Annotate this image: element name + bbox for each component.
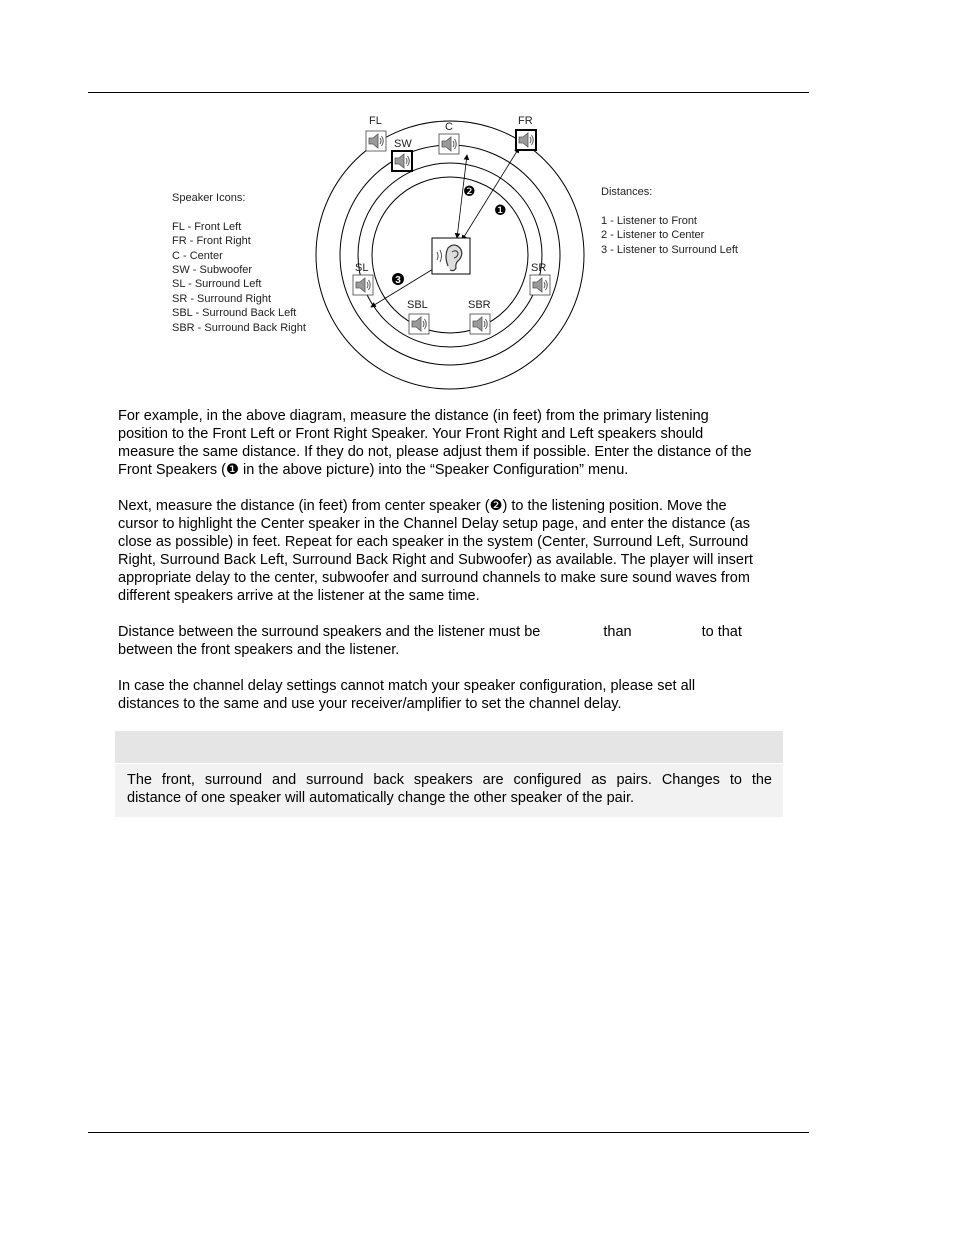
- note-header: [115, 731, 783, 764]
- text-segment: Distance between the surround speakers and the listener must be: [118, 624, 541, 640]
- distance-legend-item: 3 - Listener to Surround Left: [601, 243, 738, 256]
- text-line: Right, Surround Back Left, Surround Back Right and Subwoofer) as available. The player will insert: [118, 552, 753, 568]
- text-line: [118, 623, 808, 641]
- speaker-legend-item: SL - Surround Left: [172, 278, 262, 291]
- note-line: The front, surround and surround back speakers are configured as pairs. Changes to the: [127, 772, 772, 788]
- speaker-sbr-icon: [470, 314, 490, 334]
- marker-1: ❶: [494, 202, 507, 218]
- text-line: position to the Front Left or Front Right Speaker. Your Front Right and Left speakers should: [118, 426, 704, 442]
- speaker-icons-legend: [172, 191, 306, 335]
- footer-rule: [88, 1132, 809, 1133]
- text-line: between the front speakers and the listener.: [118, 642, 400, 658]
- speaker-sbl-label: SBL: [407, 299, 428, 311]
- speaker-fr-label: FR: [518, 115, 533, 127]
- paragraph-center-speaker: [118, 497, 808, 605]
- distance-legend-item: 1 - Listener to Front: [601, 214, 697, 227]
- speaker-sr-icon: [530, 275, 550, 295]
- marker-3: 3: [395, 275, 401, 286]
- speaker-sbr-label: SBR: [468, 299, 491, 311]
- speaker-c-label: C: [445, 121, 453, 133]
- text-segment: than: [603, 624, 632, 640]
- paragraph-channel-delay: [118, 677, 808, 713]
- speaker-sw-label: SW: [394, 138, 412, 150]
- speaker-sl-label: SL: [355, 262, 369, 274]
- speaker-sw-icon: [392, 151, 412, 171]
- text-line: appropriate delay to the center, subwoofer and surround channels to make sure sound waves from: [118, 570, 750, 586]
- speaker-c-icon: [439, 134, 459, 154]
- legend-spacer: [172, 205, 306, 219]
- text-line: Next, measure the distance (in feet) from center speaker (❷) to the listening position. Move the: [118, 498, 727, 514]
- text-line: different speakers arrive at the listener at the same time.: [118, 588, 480, 604]
- distances-legend: [601, 185, 738, 257]
- speaker-legend-item: FR - Front Right: [172, 235, 251, 248]
- legend-spacer: [601, 199, 738, 213]
- text-line: In case the channel delay settings cannot match your speaker configuration, please set all: [118, 678, 696, 694]
- speaker-sbl-icon: [409, 314, 429, 334]
- listener-ear-icon: [432, 238, 470, 274]
- marker-2: ❷: [463, 183, 476, 199]
- speaker-fr-icon: [516, 130, 536, 150]
- speaker-legend-item: FL - Front Left: [172, 220, 242, 233]
- speaker-fl-label: FL: [369, 115, 382, 127]
- speaker-sr-label: SR: [531, 262, 547, 274]
- text-segment: to that: [701, 624, 742, 640]
- speaker-legend-item: C - Center: [172, 249, 223, 262]
- speaker-legend-title: Speaker Icons:: [172, 192, 246, 204]
- speaker-legend-item: SW - Subwoofer: [172, 263, 253, 276]
- text-line: measure the same distance. If they do not, please adjust them if possible. Enter the distance of the: [118, 444, 752, 460]
- speaker-layout-diagram: [0, 0, 954, 400]
- paragraph-surround-distance: [118, 623, 808, 659]
- distance-legend-item: 2 - Listener to Center: [601, 229, 705, 242]
- speaker-legend-item: SR - Surround Right: [172, 292, 272, 305]
- text-line: distances to the same and use your receiver/amplifier to set the channel delay.: [118, 696, 622, 712]
- speaker-fl-icon: [366, 131, 386, 151]
- speaker-sl-icon: [353, 275, 373, 295]
- speaker-legend-item: SBR - Surround Back Right: [172, 321, 306, 334]
- note-text: [127, 771, 772, 807]
- text-line: close as possible) in feet. Repeat for each speaker in the system (Center, Surround Left, Surround: [118, 534, 749, 550]
- text-line: Front Speakers (❶ in the above picture) into the “Speaker Configuration” menu.: [118, 462, 629, 478]
- text-line: cursor to highlight the Center speaker in the Channel Delay setup page, and enter the distance (as: [118, 516, 750, 532]
- note-line: distance of one speaker will automatically change the other speaker of the pair.: [127, 790, 634, 806]
- paragraph-front-speakers: [118, 407, 808, 479]
- text-line: For example, in the above diagram, measure the distance (in feet) from the primary listening: [118, 408, 709, 424]
- note-box: [115, 731, 783, 817]
- distance-arrow-surround-left: [371, 266, 438, 307]
- speaker-legend-item: SBL - Surround Back Left: [172, 307, 297, 320]
- distance-legend-title: Distances:: [601, 186, 653, 198]
